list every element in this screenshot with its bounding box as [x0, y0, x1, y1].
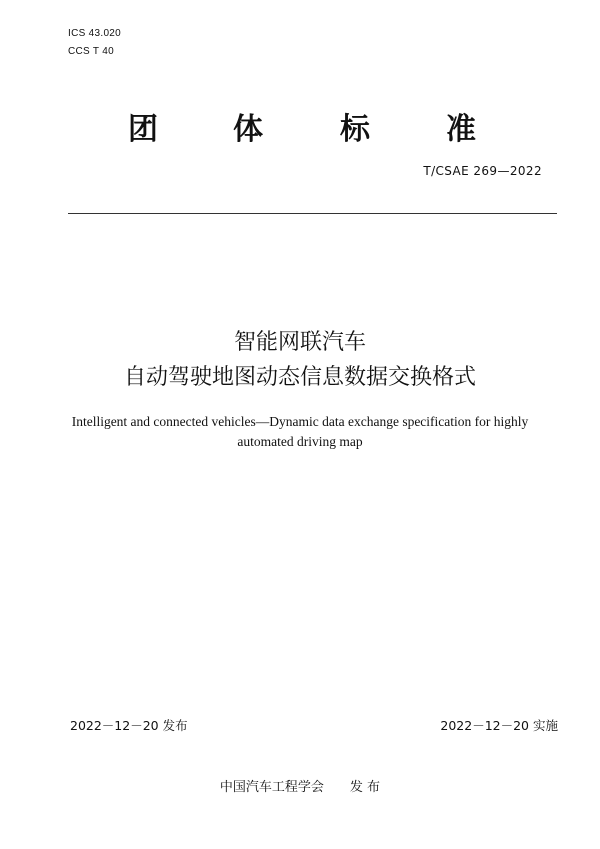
- standard-number: T/CSAE 269—2022: [423, 164, 542, 178]
- standard-type-char: 标: [340, 112, 370, 147]
- standard-type-char: 准: [446, 112, 476, 147]
- ccs-code: CCS T 40: [68, 46, 114, 57]
- publisher: 中国汽车工程学会 发 布: [219, 780, 381, 795]
- ics-code: ICS 43.020: [68, 28, 122, 39]
- header-divider: [68, 213, 557, 214]
- title-cn-line-2: 自动驾驶地图动态信息数据交换格式: [123, 365, 476, 390]
- standard-type-heading: [0, 110, 600, 150]
- title-cn-line-1: 智能网联汽车: [233, 330, 366, 355]
- standard-type-char: 体: [233, 112, 263, 147]
- publish-date: 2022－12－20 发布: [70, 718, 188, 733]
- title-en: Intelligent and connected vehicles—Dynamic data exchange specification for highly automated driving map: [71, 414, 529, 449]
- standard-type-char: 团: [128, 112, 158, 147]
- implementation-date: 2022－12－20 实施: [440, 718, 558, 733]
